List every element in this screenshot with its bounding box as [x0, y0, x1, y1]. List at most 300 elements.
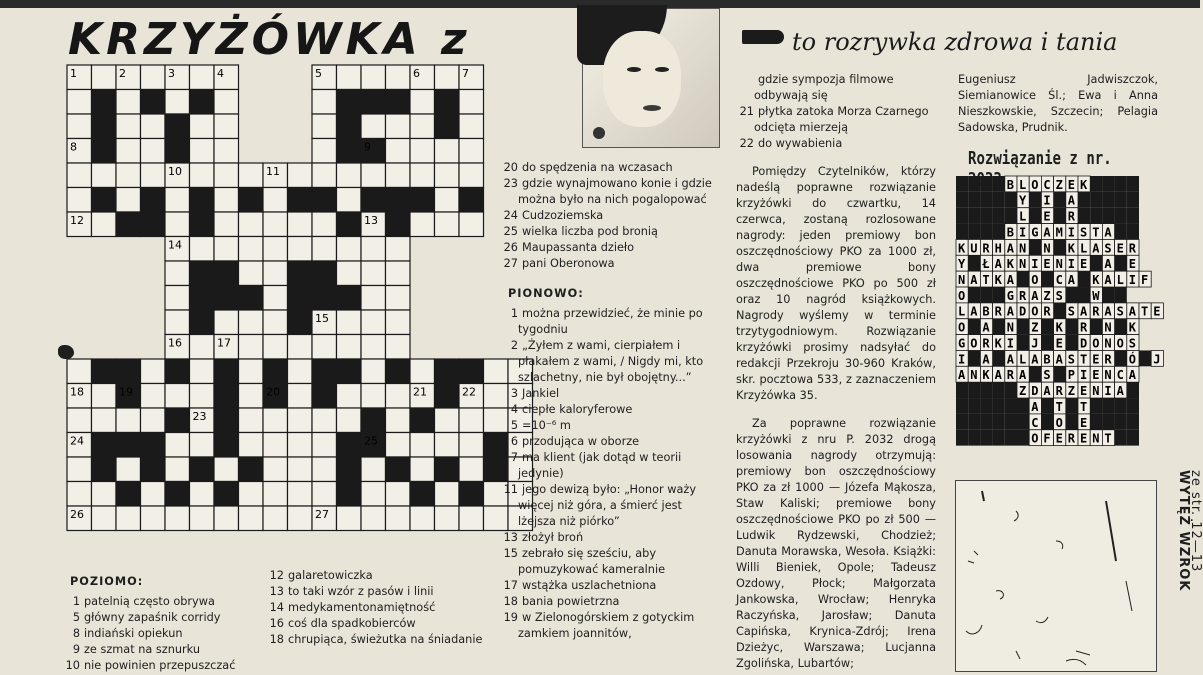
solution-letter: A [994, 368, 1002, 383]
solution-letter: S [1067, 304, 1076, 319]
white-cell [263, 237, 288, 262]
solution-black-cell [1115, 319, 1127, 335]
grid-number: 20 [266, 385, 280, 399]
black-cell [165, 359, 190, 384]
solution-letter: B [1043, 352, 1051, 367]
solution-black-cell [1066, 319, 1078, 335]
solution-letter: A [1092, 241, 1100, 256]
solution-letter: S [1116, 304, 1124, 319]
clue: 22 do wywabienia [739, 137, 843, 150]
clue: 16 coś dla spadkobierców [269, 617, 416, 630]
solution-black-cell [968, 208, 980, 224]
winners-continued: Eugeniusz Jadwiszczok, Siemianowice Śl.; Ewa i Anna Nieszkowskie, Szczecin; Pelagia Sadowska, Prudnik. [958, 73, 1158, 134]
clue: 8 indiański opiekun [72, 627, 183, 640]
black-cell [386, 457, 411, 482]
solution-letter: O [970, 336, 978, 351]
solution-letter: A [1104, 304, 1112, 319]
solution-title: Rozwiązanie z nr. [968, 148, 1112, 169]
solution-black-cell [1102, 398, 1114, 414]
solution-letter: I [1104, 384, 1112, 399]
solution-black-cell [1017, 319, 1029, 335]
black-cell [92, 457, 117, 482]
solution-letter: O [1031, 304, 1039, 319]
solution-black-cell [956, 398, 968, 414]
solution-letter: Y [1019, 193, 1027, 208]
black-cell [337, 286, 362, 311]
solution-letter: R [1067, 209, 1076, 224]
solution-letter: K [1006, 257, 1015, 272]
white-cell [92, 384, 117, 409]
solution-letter: R [1128, 241, 1137, 256]
solution-letter: N [958, 273, 966, 288]
black-cell [337, 482, 362, 507]
prize-announcement: Pomiędzy Czytelników, którzy nadeślą poprawne rozwiązanie krzyżówki do czwartku, 14 czerwca, zostaną rozlosowane nagrody: jeden premiowy bon oszczędnościowy PKO za 1000 zł, dwa premiowe bony oszczędnościowe PKO po 500 zł oraz 10 nagród książkowych. Nagrody wyślemy w terminie trzytygodniowym. Rozwiązanie krzyżówki prosimy nadsyłać do redakcji Przekroju 30-960 Kraków, skr. pocztowa 533, z zaznaczeniem Krzyżówka 35. [736, 165, 936, 402]
solution-black-cell [956, 224, 968, 240]
solution-letter: E [1153, 304, 1161, 319]
solution-black-cell [980, 430, 992, 446]
solution-black-cell [956, 208, 968, 224]
page-title: KRZYŻÓWKA z [68, 14, 471, 65]
white-cell [190, 237, 215, 262]
white-cell [459, 90, 484, 115]
white-cell [67, 188, 92, 213]
grid-number: 5 [315, 67, 322, 80]
white-cell [116, 457, 141, 482]
white-cell [239, 163, 264, 188]
solution-black-cell [980, 176, 992, 192]
solution-black-cell [956, 430, 968, 446]
black-cell [435, 457, 460, 482]
black-cell [337, 433, 362, 458]
white-cell [288, 237, 313, 262]
solution-letter: E [1043, 209, 1051, 224]
solution-letter: E [1067, 177, 1076, 192]
grid-number: 15 [315, 312, 329, 325]
grid-number: 2 [119, 67, 126, 80]
white-cell [386, 237, 411, 262]
solution-letter: A [1104, 257, 1112, 272]
white-cell [116, 139, 141, 164]
white-cell [67, 163, 92, 188]
clue: 18 chrupiąca, świeżutka na śniadanie [269, 633, 483, 646]
white-cell [190, 433, 215, 458]
solution-letter: C [1043, 177, 1051, 192]
solution-black-cell [1005, 382, 1017, 398]
white-cell [141, 506, 166, 531]
white-cell [263, 310, 288, 335]
solution-black-cell [1054, 239, 1066, 255]
black-cell [337, 457, 362, 482]
solution-black-cell [968, 255, 980, 271]
black-cell [190, 310, 215, 335]
black-cell [337, 139, 362, 164]
grid-number: 9 [364, 140, 371, 154]
grid-number: 14 [168, 238, 182, 252]
solution-letter: T [1080, 352, 1088, 367]
pointing-hand-icon [742, 30, 784, 44]
solution-letter: Z [1031, 320, 1039, 335]
white-cell [92, 163, 117, 188]
black-cell [141, 212, 166, 237]
solution-letter: N [1006, 320, 1015, 335]
grid-number: 25 [364, 434, 378, 448]
black-cell [214, 408, 239, 433]
black-cell [386, 188, 411, 213]
white-cell [459, 163, 484, 188]
solution-letter: K [1067, 241, 1076, 256]
solution-black-cell [1127, 176, 1139, 192]
white-cell [116, 90, 141, 115]
solution-black-cell [968, 350, 980, 366]
black-cell [214, 482, 239, 507]
solution-letter: R [994, 304, 1002, 319]
solution-letter: B [1006, 225, 1015, 240]
grid-number: 6 [413, 67, 420, 80]
solution-letter: A [1104, 273, 1112, 288]
solution-letter: C [1031, 415, 1039, 430]
black-cell [386, 90, 411, 115]
white-cell [435, 212, 460, 237]
solution-black-cell [1066, 398, 1078, 414]
solution-letter: A [1067, 273, 1076, 288]
solution-letter: T [1104, 431, 1112, 446]
solution-letter: L [1019, 209, 1027, 224]
solution-letter: A [970, 273, 978, 288]
black-cell [116, 433, 141, 458]
solution-letter: E [1055, 336, 1063, 351]
white-cell [288, 482, 313, 507]
white-cell [435, 163, 460, 188]
white-cell [386, 506, 411, 531]
clue: 9 ze szmat na sznurku [72, 643, 201, 656]
black-cell [165, 139, 190, 164]
solution-letter: T [982, 273, 990, 288]
solution-black-cell [968, 287, 980, 303]
black-cell [312, 359, 337, 384]
solution-letter: A [1128, 368, 1137, 383]
clue: 21 płytka zatoka Morza Czarnego odcięta mierzeją [739, 105, 929, 134]
grid-number: 18 [70, 385, 84, 399]
solution-letter: R [1055, 384, 1063, 399]
solution-letter: I [1043, 193, 1051, 208]
solution-black-cell [1005, 398, 1017, 414]
white-cell [361, 65, 386, 90]
solution-black-cell [1054, 192, 1066, 208]
black-cell [165, 114, 190, 139]
white-cell [312, 433, 337, 458]
white-cell [386, 65, 411, 90]
solution-black-cell [1127, 382, 1139, 398]
white-cell [337, 506, 362, 531]
clue: 15 zebrało się sześciu, aby pomuzykować kameralnie [503, 547, 666, 576]
across-col-3 [500, 160, 718, 642]
solution-black-cell [1127, 414, 1139, 430]
solution-black-cell [1127, 224, 1139, 240]
white-cell [361, 261, 386, 286]
solution-letter: K [994, 336, 1002, 351]
solution-letter: Z [1043, 288, 1051, 303]
solution-black-cell [1115, 176, 1127, 192]
white-cell [288, 359, 313, 384]
white-cell [263, 408, 288, 433]
solution-letter: O [1031, 431, 1039, 446]
solution-black-cell [1115, 430, 1127, 446]
solution-black-cell [1041, 271, 1053, 287]
solution-black-cell [1066, 335, 1078, 351]
solution-black-cell [1102, 192, 1114, 208]
white-cell [435, 433, 460, 458]
white-cell [312, 237, 337, 262]
solution-letter: R [1019, 288, 1027, 303]
white-cell [214, 163, 239, 188]
solution-letter: D [1080, 336, 1088, 351]
solution-letter: I [1031, 257, 1039, 272]
grid-number: 22 [462, 385, 476, 399]
solution-black-cell [993, 224, 1005, 240]
solution-letter: A [1006, 304, 1015, 319]
black-cell [410, 408, 435, 433]
white-cell [214, 212, 239, 237]
black-cell [214, 433, 239, 458]
white-cell [263, 212, 288, 237]
solution-letter: G [1006, 288, 1015, 303]
solution-letter: Z [1067, 384, 1076, 399]
white-cell [190, 163, 215, 188]
white-cell [116, 408, 141, 433]
solution-black-cell [1090, 255, 1102, 271]
grid-number: 11 [266, 165, 280, 178]
white-cell [239, 433, 264, 458]
solution-letter: F [1043, 431, 1051, 446]
crossword-grid [66, 64, 560, 554]
grid-number: 4 [217, 67, 224, 80]
white-cell [165, 457, 190, 482]
ink-blot [58, 345, 74, 359]
white-cell [116, 506, 141, 531]
solution-black-cell [1115, 287, 1127, 303]
grid-number: 12 [70, 214, 84, 227]
white-cell [92, 212, 117, 237]
white-cell [337, 65, 362, 90]
solution-black-cell [968, 224, 980, 240]
solution-letter: G [1031, 225, 1039, 240]
grid-number: 21 [413, 385, 427, 399]
solution-black-cell [1054, 366, 1066, 382]
white-cell [410, 212, 435, 237]
solution-black-cell [1090, 208, 1102, 224]
solution-black-cell [993, 398, 1005, 414]
solution-letter: T [1055, 399, 1063, 414]
solution-black-cell [1102, 208, 1114, 224]
solution-black-cell [1029, 366, 1041, 382]
white-cell [288, 506, 313, 531]
solution-letter: E [1080, 415, 1088, 430]
solution-letter: R [1092, 304, 1100, 319]
clue: 24 Cudzoziemska [503, 209, 604, 222]
white-cell [312, 457, 337, 482]
solution-letter: A [970, 304, 978, 319]
grid-number: 10 [168, 165, 182, 178]
solution-black-cell [1078, 287, 1090, 303]
solution-letter: S [1067, 352, 1076, 367]
solution-letter: I [1128, 273, 1137, 288]
white-cell [239, 261, 264, 286]
white-cell [386, 114, 411, 139]
solution-letter: R [1080, 320, 1088, 335]
white-cell [165, 286, 190, 311]
white-cell [337, 310, 362, 335]
solution-black-cell [1054, 303, 1066, 319]
grid-number: 27 [315, 508, 329, 521]
solution-black-cell [1090, 319, 1102, 335]
white-cell [263, 506, 288, 531]
black-cell [361, 188, 386, 213]
grid-number: 7 [462, 67, 469, 80]
solution-black-cell [1041, 335, 1053, 351]
black-cell [141, 90, 166, 115]
white-cell [410, 506, 435, 531]
solution-letter: S [1043, 368, 1051, 383]
solution-letter: A [1006, 352, 1015, 367]
solution-letter: L [1019, 352, 1027, 367]
white-cell [263, 335, 288, 360]
solution-black-cell [1029, 239, 1041, 255]
white-cell [410, 114, 435, 139]
black-cell [410, 188, 435, 213]
clue: 6 przodująca w oborze [510, 435, 640, 448]
white-cell [67, 457, 92, 482]
white-cell [386, 261, 411, 286]
solution-letter: L [1019, 177, 1027, 192]
black-cell [337, 114, 362, 139]
solution-black-cell [1115, 208, 1127, 224]
solution-black-cell [1005, 430, 1017, 446]
solution-letter: Ł [982, 257, 990, 272]
black-cell [190, 212, 215, 237]
solution-black-cell [993, 208, 1005, 224]
solution-letter: C [1055, 273, 1063, 288]
solution-letter: S [1104, 241, 1112, 256]
black-cell [92, 433, 117, 458]
solution-letter: N [1019, 257, 1027, 272]
black-cell [214, 261, 239, 286]
black-cell [141, 457, 166, 482]
black-cell [190, 457, 215, 482]
solution-black-cell [1127, 208, 1139, 224]
black-cell [435, 114, 460, 139]
solution-black-cell [968, 319, 980, 335]
solution-letter: K [1092, 273, 1100, 288]
white-cell [116, 163, 141, 188]
solution-letter: I [1067, 257, 1076, 272]
white-cell [214, 506, 239, 531]
solution-black-cell [980, 414, 992, 430]
black-cell [190, 261, 215, 286]
grid-number: 17 [217, 336, 231, 350]
white-cell [361, 310, 386, 335]
clue: 3 Jankiel [510, 387, 560, 400]
solution-letter: E [1043, 257, 1051, 272]
black-cell [337, 359, 362, 384]
white-cell [337, 188, 362, 213]
solution-black-cell [980, 224, 992, 240]
white-cell [337, 408, 362, 433]
clue: 13 to taki wzór z pasów i linii [269, 585, 434, 598]
down-heading: PIONOWO: [508, 287, 584, 300]
solution-black-cell [1115, 350, 1127, 366]
white-cell [312, 212, 337, 237]
white-cell [239, 506, 264, 531]
solution-black-cell [968, 414, 980, 430]
solution-black-cell [1029, 192, 1041, 208]
white-cell [92, 65, 117, 90]
solution-black-cell [968, 382, 980, 398]
black-cell [214, 359, 239, 384]
black-cell [435, 90, 460, 115]
white-cell [116, 114, 141, 139]
grid-number: 23 [192, 410, 207, 423]
solution-black-cell [1102, 414, 1114, 430]
solution-black-cell [1054, 208, 1066, 224]
solution-letter: Z [1019, 384, 1027, 399]
solution-letter: E [1092, 352, 1100, 367]
white-cell [337, 163, 362, 188]
grid-number: 24 [70, 434, 84, 448]
solution-black-cell [956, 414, 968, 430]
black-cell [288, 188, 313, 213]
white-cell [459, 114, 484, 139]
solution-black-cell [956, 192, 968, 208]
solution-letter: Y [958, 257, 966, 272]
solution-black-cell [968, 398, 980, 414]
white-cell [361, 114, 386, 139]
solution-letter: A [1080, 304, 1088, 319]
white-cell [165, 384, 190, 409]
white-cell [386, 482, 411, 507]
solution-black-cell [1115, 192, 1127, 208]
solution-letter: O [1116, 336, 1124, 351]
black-cell [288, 261, 313, 286]
solution-grid [955, 175, 1160, 475]
solution-black-cell [1029, 208, 1041, 224]
solution-black-cell [956, 176, 968, 192]
white-cell [361, 359, 386, 384]
black-cell [337, 212, 362, 237]
white-cell [92, 482, 117, 507]
solution-black-cell [1102, 287, 1114, 303]
solution-letter: N [1104, 368, 1112, 383]
solution-black-cell [1127, 398, 1139, 414]
white-cell [288, 384, 313, 409]
clue: 5 =10⁻⁶ m [510, 419, 571, 432]
grid-number: 1 [70, 67, 77, 80]
white-cell [459, 506, 484, 531]
white-cell [67, 359, 92, 384]
solution-letter: O [1031, 273, 1039, 288]
white-cell [190, 114, 215, 139]
white-cell [410, 139, 435, 164]
solution-letter: I [1019, 225, 1027, 240]
white-cell [263, 286, 288, 311]
white-cell [165, 188, 190, 213]
white-cell [263, 188, 288, 213]
black-cell [92, 359, 117, 384]
black-cell [190, 90, 215, 115]
solution-black-cell [1078, 208, 1090, 224]
solution-letter: I [958, 352, 966, 367]
solution-letter: S [1080, 225, 1088, 240]
solution-letter: N [1104, 320, 1112, 335]
